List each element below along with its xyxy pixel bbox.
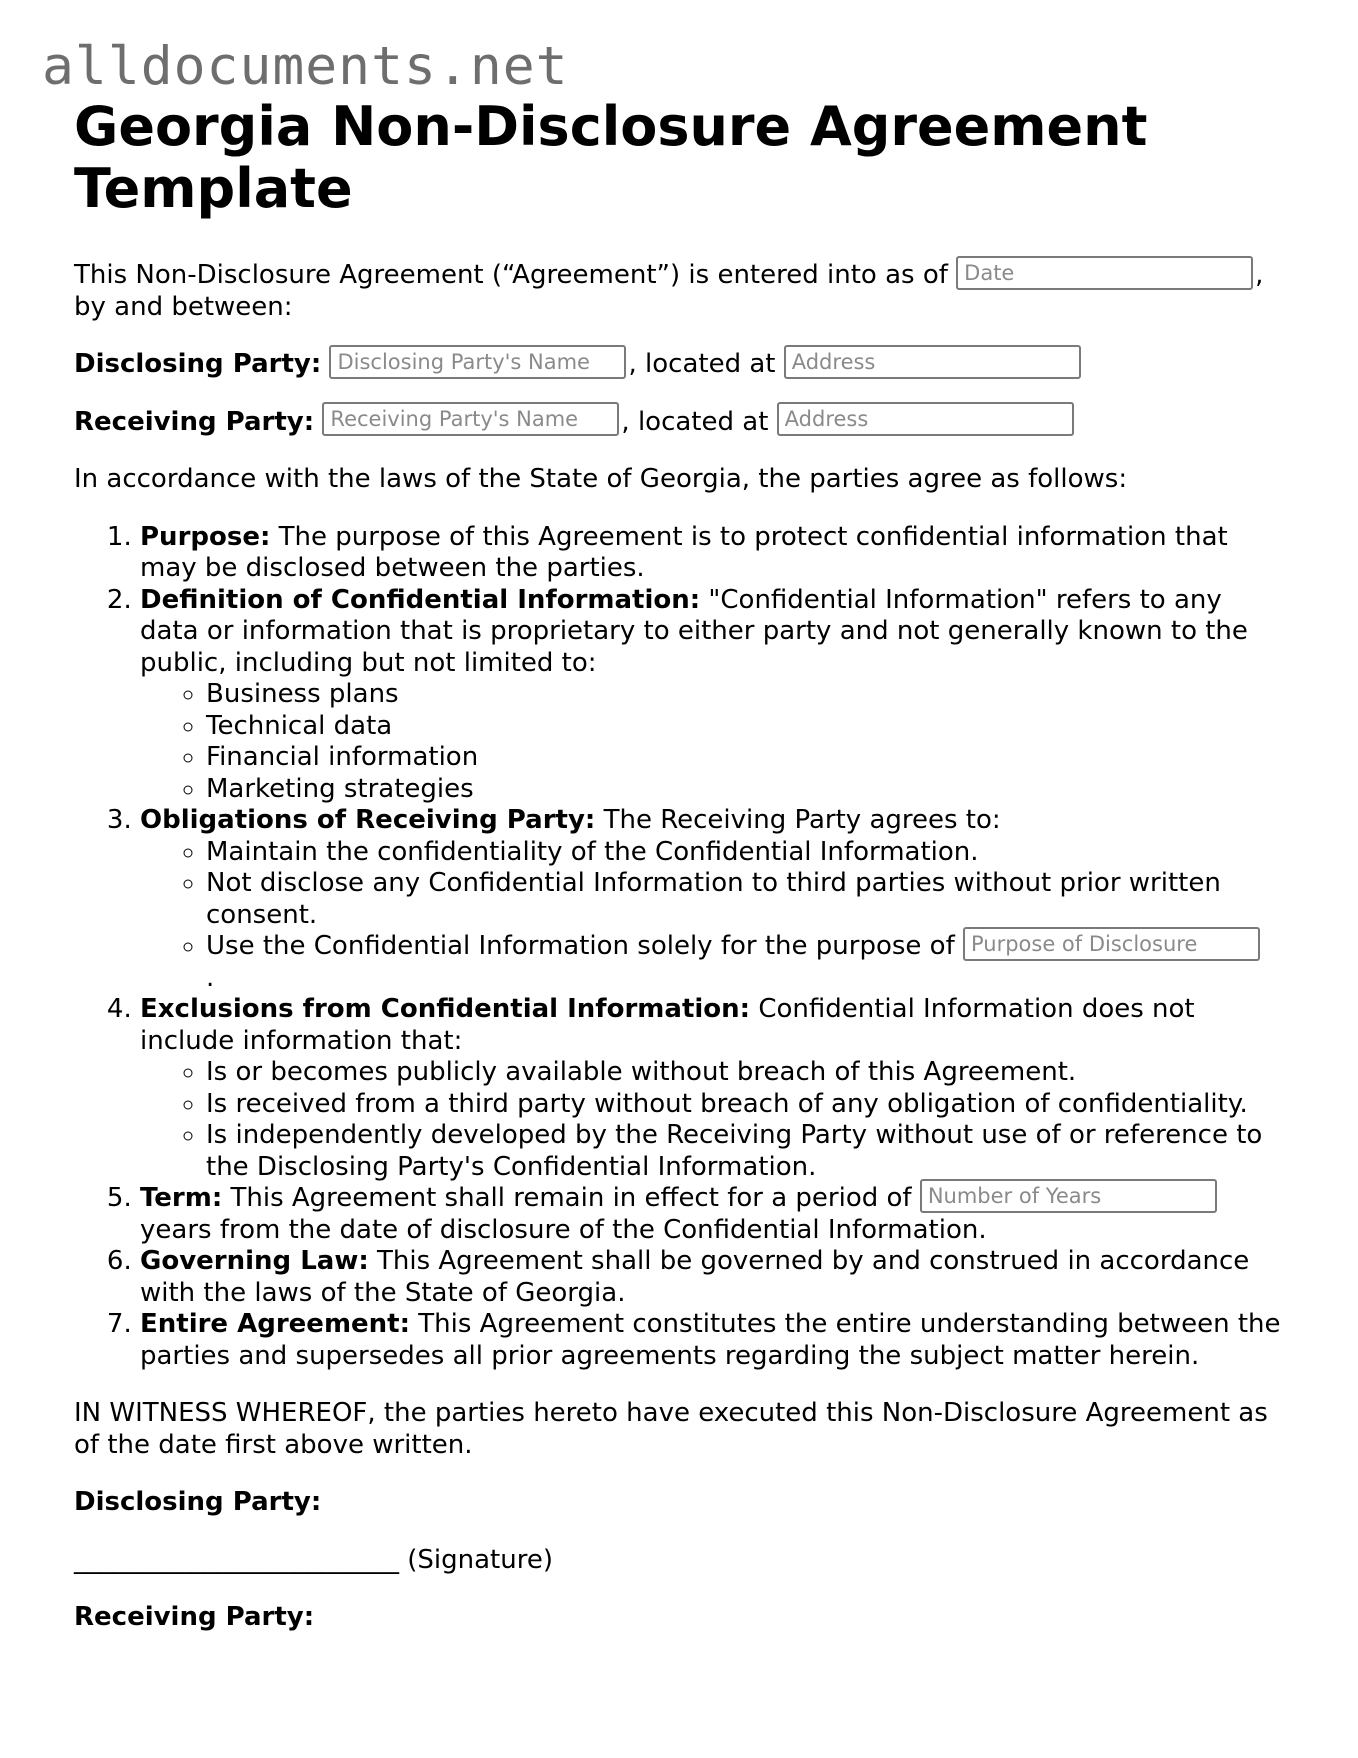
receiving-party-address-field[interactable] <box>777 402 1074 436</box>
intro-paragraph <box>74 260 1284 323</box>
signature-label: Receiving Party: <box>74 1602 315 1632</box>
period-text: . <box>206 962 215 993</box>
clause-exclusions <box>140 994 1284 1183</box>
receiving-party-label: Receiving Party: <box>74 406 315 437</box>
clause-text: "Confidential Information" refers to any data or information that is proprietary to either party and not generally known to the public, including but not limited to: <box>140 584 1248 678</box>
clause-text: This Agreement shall remain in effect for a period of <box>222 1183 920 1213</box>
disclosing-party-address-field[interactable] <box>784 345 1081 379</box>
witness-paragraph: IN WITNESS WHEREOF, the parties hereto have executed this Non-Disclosure Agreement as of the date first above written. <box>74 1398 1268 1460</box>
located-at-text: , located at <box>628 349 784 379</box>
clause-title: Purpose: <box>140 521 271 552</box>
clause-text: This Agreement shall be governed by and construed in accordance with the laws of the State of Georgia. <box>140 1246 1250 1308</box>
list-item: ◦ Is independently developed by the Receiving Party without use of or reference to the Disclosing Party's Confidential Information. <box>206 1120 1284 1183</box>
clause-text-after: years from the date of disclosure of the Confidential Information. <box>140 1214 987 1245</box>
clause-governing-law <box>140 1246 1284 1309</box>
located-at-text: , located at <box>621 406 777 437</box>
list-item-purpose <box>206 931 1284 994</box>
clause-title: Entire Agreement: <box>140 1309 411 1339</box>
list-item: ◦ Financial information <box>206 742 1284 774</box>
date-field[interactable] <box>956 256 1253 290</box>
list-item: ◦ Technical data <box>206 711 1284 743</box>
document <box>74 96 1284 1660</box>
clause-text: Confidential Information does not include information that: <box>140 994 1195 1056</box>
watermark: alldocuments.net <box>42 36 569 97</box>
list-item: ◦ Is or becomes publicly available without breach of this Agreement. <box>206 1057 1284 1089</box>
clause-title: Obligations of Receiving Party: <box>140 805 596 835</box>
clauses-list <box>74 522 1284 1373</box>
purpose-of-disclosure-field[interactable] <box>963 927 1260 961</box>
clause-term <box>140 1183 1284 1246</box>
list-item-text: Use the Confidential Information solely for the purpose of <box>206 931 963 961</box>
list-item: ◦ Marketing strategies <box>206 774 1284 806</box>
list-item: ◦ Business plans <box>206 679 1284 711</box>
number-of-years-field[interactable] <box>920 1179 1217 1213</box>
intro-text: This Non-Disclosure Agreement (“Agreement”) is entered into as of <box>74 260 957 290</box>
list-item: ◦ Not disclose any Confidential Information to third parties without prior written consent. <box>206 868 1284 931</box>
clause-text: This Agreement constitutes the entire understanding between the parties and supersedes all prior agreements regarding the subject matter herein. <box>140 1309 1281 1371</box>
disclosing-signature-label <box>74 1487 1284 1519</box>
accordance-paragraph: In accordance with the laws of the State of Georgia, the parties agree as follows: <box>74 464 1128 494</box>
disclosing-party-label: Disclosing Party: <box>74 349 322 379</box>
disclosing-party-name-field[interactable] <box>329 345 626 379</box>
clause-title: Exclusions from Confidential Information: <box>140 994 751 1024</box>
clause-purpose <box>140 522 1284 585</box>
definition-items <box>140 679 1284 805</box>
clause-text: The Receiving Party agrees to: <box>595 805 1001 835</box>
signature-line: _________________________ (Signature) <box>74 1544 553 1575</box>
list-item: ◦ Is received from a third party without breach of any obligation of confidentiality. <box>206 1089 1284 1121</box>
clause-definition <box>140 585 1284 806</box>
signature-label: Disclosing Party: <box>74 1487 322 1517</box>
obligations-items <box>140 837 1284 995</box>
receiving-party-line <box>74 407 1284 439</box>
clause-title: Definition of Confidential Information: <box>140 584 701 615</box>
clause-text: The purpose of this Agreement is to protect confidential information that may be disclosed between the parties. <box>140 521 1228 583</box>
page-title: Georgia Non-Disclosure Agreement Template <box>74 95 1148 220</box>
clause-entire-agreement <box>140 1309 1284 1372</box>
exclusions-items <box>140 1057 1284 1183</box>
receiving-signature-label <box>74 1602 1284 1634</box>
clause-title: Governing Law: <box>140 1246 369 1276</box>
clause-title: Term: <box>140 1183 223 1213</box>
clause-obligations <box>140 805 1284 994</box>
list-item: ◦ Maintain the confidentiality of the Confidential Information. <box>206 837 1284 869</box>
receiving-party-name-field[interactable] <box>322 402 619 436</box>
disclosing-party-line <box>74 349 1284 381</box>
intro-text-after: , by and between: <box>74 260 1264 322</box>
